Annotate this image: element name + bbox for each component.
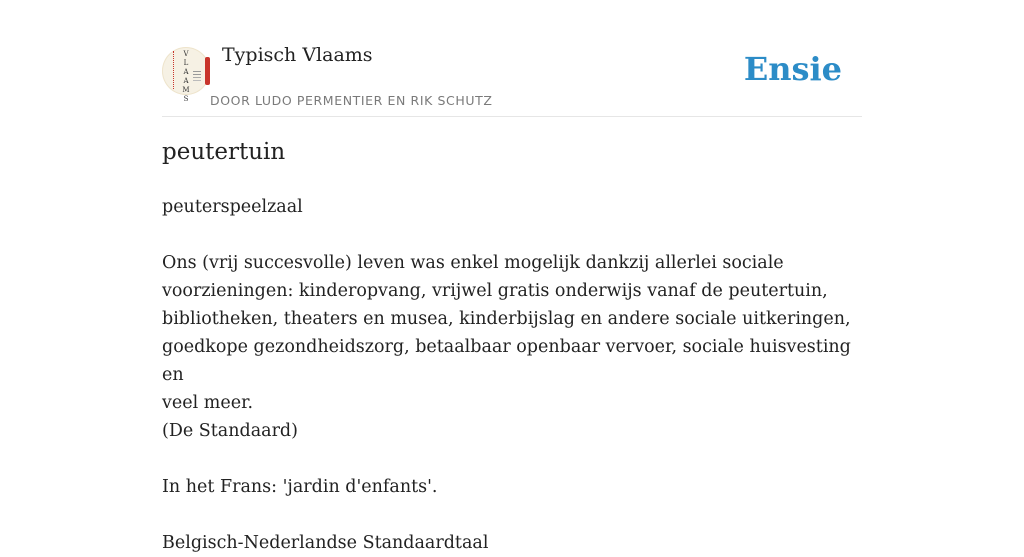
entry-category: Belgisch-Nederlandse Standaardtaal	[162, 533, 489, 553]
paragraph-gap	[162, 221, 862, 249]
entry-synonym: peuterspeelzaal	[162, 197, 303, 217]
blog-avatar[interactable]	[162, 47, 210, 103]
quote-source: (De Standaard)	[162, 421, 298, 441]
paragraph-gap	[162, 501, 862, 529]
quote-line: voorzieningen: kinderopvang, vrijwel gratis onderwijs vanaf de peutertuin,	[162, 281, 828, 301]
entry-definition	[162, 193, 862, 557]
paragraph-gap	[162, 445, 862, 473]
avatar-red-edge	[205, 57, 210, 85]
quote-line: Ons (vrij succesvolle) leven was enkel mogelijk dankzij allerlei sociale	[162, 253, 784, 273]
quote-line: bibliotheken, theaters en musea, kinderbijslag en andere sociale uitkeringen,	[162, 309, 851, 329]
quote-line: goedkope gezondheidszorg, betaalbaar openbaar vervoer, sociale huisvesting en	[162, 337, 851, 385]
quote-line: veel meer.	[162, 393, 254, 413]
avatar-letters: V L A A M S	[182, 50, 190, 103]
entry-title: peutertuin	[162, 139, 286, 165]
blog-header	[162, 0, 862, 117]
avatar-scribble	[193, 71, 201, 72]
ensie-logo-link[interactable]: Ensie	[743, 50, 842, 88]
french-equivalent: In het Frans: 'jardin d'enfants'.	[162, 477, 438, 497]
blog-byline: DOOR LUDO PERMENTIER EN RIK SCHUTZ	[210, 93, 493, 108]
blog-title[interactable]: Typisch Vlaams	[222, 44, 373, 66]
avatar-dotted-line	[173, 51, 175, 89]
